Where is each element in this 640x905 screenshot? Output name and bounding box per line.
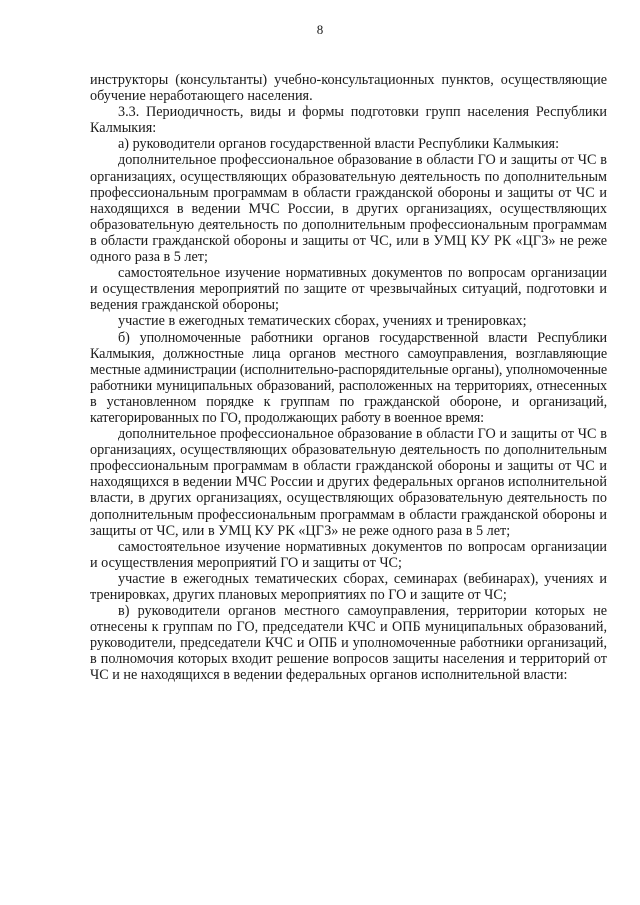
paragraph-section-3-3: 3.3. Периодичность, виды и формы подготовки групп населения Республики Калмыкия: [90,104,607,137]
paragraph-item-a: а) руководители органов государственной власти Республики Калмыкия: [118,136,560,153]
paragraph-b-participation: участие в ежегодных тематических сборах, семинарах (вебинарах), учениях и тренировках, других плановых мероприятиях по ГО и защите от ЧС; [90,570,607,603]
paragraph-a-self-study: самостоятельное изучение нормативных документов по вопросам организации и осуществления мероприятий по защите от чрезвычайных ситуаций, подготовки и ведения гражданской обороны; [90,265,607,314]
paragraph-a-participation: участие в ежегодных тематических сборах, учениях и тренировках; [118,313,527,330]
paragraph-b-education: дополнительное профессиональное образование в области ГО и защиты от ЧС в организациях, осуществляющих образовательную деятельность по дополнительным профессиональным программам в области гражданской обороны и защиты от ЧС и находящихся в ведении МЧС России и других федеральных органов исполнительной власти, в других организациях, осуществляющих образовательную деятельность по дополнительным профессиональным программам в области гражданской обороны и защиты от ЧС, или в УМЦ КУ РК «ЦГЗ» не реже одного раза в 5 лет; [90,426,607,539]
paragraph-item-b: б) уполномоченные работники органов государственной власти Республики Калмыкия, должностные лица органов местного самоуправления, возглавляющие местные администрации (исполнительно-распорядительные органы), уполномоченные работники муниципальных образований, расположенных на территориях, отнесенных в установленном порядке к группам по гражданской обороне, и организаций, категорированных по ГО, продолжающих работу в военное время: [90,329,607,426]
page-number: 8 [316,22,324,37]
paragraph-instructors: инструкторы (консультанты) учебно-консультационных пунктов, осуществляющие обучение неработающего населения. [90,72,607,105]
paragraph-item-v: в) руководители органов местного самоуправления, территории которых не отнесены к группам по ГО, председатели КЧС и ОПБ муниципальных образований, руководители, председатели КЧС и ОПБ и уполномоченные работники организаций, в полномочия которых входит решение вопросов защиты населения и территорий от ЧС и не находящихся в ведении федеральных органов исполнительной власти: [90,603,607,684]
document-body [90,72,607,684]
paragraph-b-self-study: самостоятельное изучение нормативных документов по вопросам организации и осуществления мероприятий ГО и защиты от ЧС; [90,538,607,571]
paragraph-a-education: дополнительное профессиональное образование в области ГО и защиты от ЧС в организациях, осуществляющих образовательную деятельность по дополнительным профессиональным программам в области гражданской обороны и защиты от ЧС и находящихся в ведении МЧС России, в других организациях, осуществляющих образовательную деятельность по дополнительным профессиональным программам в области гражданской обороны и защиты от ЧС, или в УМЦ КУ РК «ЦГЗ» не реже одного раза в 5 лет; [90,152,607,266]
